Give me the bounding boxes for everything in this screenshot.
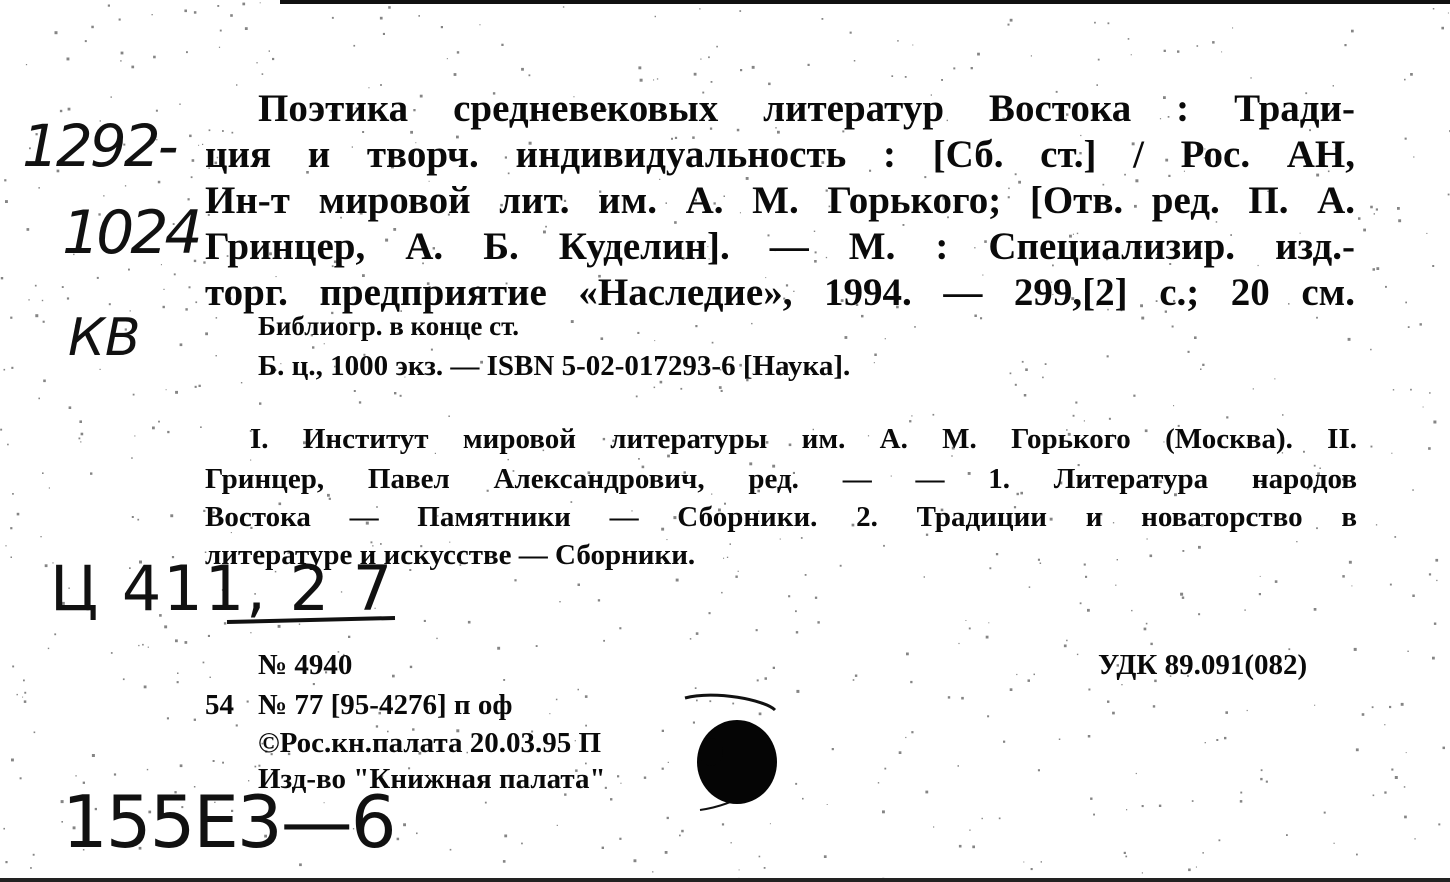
subject-line-2: Гринцер, Павел Александрович, ред. — — 1. Литература народов [205,463,1357,495]
handwritten-code-1: 1292- [22,112,176,180]
card-bottom-edge [0,878,1450,882]
handwritten-initials: КВ [68,308,141,368]
ink-blot [675,690,795,820]
udk-code: УДК 89.091(082) [1098,649,1308,681]
record-number: № 4940 [258,649,353,681]
subject-line-3: Востока — Памятники — Сборники. 2. Традиции и новаторство в [205,501,1357,533]
title-line-1: Поэтика средневековых литератур Востока : Тради- [258,87,1355,130]
handwritten-underline [225,600,400,650]
card-top-edge [280,0,1450,4]
title-line-5: торг. предприятие «Наследие», 1994. — 299,[2] с.; 20 см. [205,271,1355,314]
publisher-line: Изд-во "Книжная палата" [258,763,606,795]
handwritten-code-2: 1024 [62,198,199,268]
title-line-2: ция и творч. индивидуальность : [Сб. ст.] / Рос. АН, [205,133,1355,176]
copyright-line: ©Рос.кн.палата 20.03.95 П [258,727,602,759]
print-prefix: 54 [205,689,234,721]
bibliography-note: Библиогр. в конце ст. [258,311,520,341]
price-isbn-note: Б. ц., 1000 экз. — ISBN 5-02-017293-6 [Наука]. [258,350,851,382]
handwritten-classification: Ц 411, 2 7 [50,552,395,625]
handwritten-shelf-mark: 155Е3—6 [62,780,395,864]
subject-line-4: литературе и искусстве — Сборники. [205,539,696,571]
title-line-4: Гринцер, А. Б. Куделин]. — М. : Специализир. изд.- [205,225,1355,268]
subject-line-1: I. Институт мировой литературы им. А. М. Горького (Москва). II. [250,423,1357,455]
title-line-3: Ин-т мировой лит. им. А. М. Горького; [Отв. ред. П. А. [205,179,1355,222]
print-info: № 77 [95-4276] п оф [258,689,513,721]
